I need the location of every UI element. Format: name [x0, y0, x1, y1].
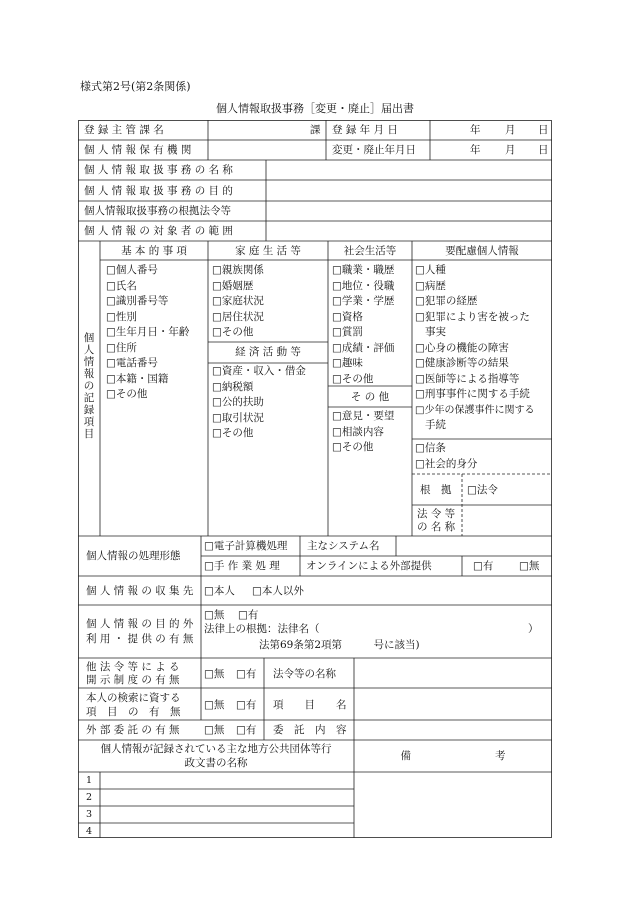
external-use-label-2: 利 用 ・ 提 供 の 有 無 [86, 633, 194, 645]
external-use-label-1: 個 人 情 報 の 目 的 外 [86, 618, 194, 630]
sensitive-items2-list [415, 441, 477, 472]
basis-law-checkbox[interactable]: □法令 [467, 484, 498, 496]
list-item[interactable]: □少年の保護事件に関する [415, 404, 535, 416]
external-use-basis: 法律上の根拠：法律名（ [204, 623, 320, 635]
search-items-label-1: 本人の検索に資する [86, 692, 181, 704]
collection-label: 個 人 情 報 の 収 集 先 [86, 585, 194, 597]
system-name-label: 主なシステム名 [307, 540, 380, 552]
outsourcing-yes-checkbox[interactable]: □有 [236, 724, 257, 736]
list-item[interactable]: □趣味 [332, 357, 363, 369]
manual-checkbox[interactable]: □手 作 業 処 理 [204, 560, 280, 572]
reg-date-label: 登 録 年 月 日 [332, 124, 398, 136]
basic-header: 基 本 的 事 項 [121, 245, 187, 257]
list-item[interactable]: □公的扶助 [212, 396, 264, 408]
change-month: 月 [505, 144, 516, 156]
list-item[interactable]: □犯罪の経歴 [415, 295, 478, 307]
list-item[interactable]: □人種 [415, 264, 446, 276]
external-use-article: 法第69条第2項第 号に該当) [259, 639, 420, 651]
family-items-list [212, 263, 264, 341]
list-item[interactable]: □資産・収入・借金 [212, 365, 306, 377]
other-law-label-1: 他 法 令 等 に よ る [86, 661, 180, 673]
list-item[interactable]: □性別 [106, 310, 137, 323]
list-item[interactable]: □その他 [212, 326, 254, 338]
social-items-list [332, 263, 394, 387]
change-year: 年 [470, 144, 481, 156]
list-item[interactable]: □心身の機能の障害 [415, 341, 509, 354]
sensitive-header: 要配慮個人情報 [445, 245, 519, 257]
list-item[interactable]: □地位・役職 [332, 279, 395, 292]
list-item[interactable]: □病歴 [415, 279, 446, 292]
list-item[interactable]: □取引状況 [212, 411, 264, 424]
list-item[interactable]: □刑事事件に関する手続 [415, 388, 530, 400]
document-row-number: 1 [86, 775, 93, 786]
document-row-number: 2 [86, 792, 93, 803]
list-item[interactable]: □生年月日・年齢 [106, 326, 190, 338]
online-label: オンラインによる外部提供 [306, 560, 432, 572]
outsourcing-label: 外 部 委 託 の 有 無 [86, 724, 180, 736]
search-item-name-label: 項 目 名 [273, 699, 347, 711]
collection-self-checkbox[interactable]: □本人 [204, 585, 235, 597]
reg-day: 日 [538, 124, 549, 136]
list-item[interactable]: □資格 [332, 310, 363, 323]
list-item[interactable]: □住所 [106, 341, 137, 354]
document-row-number: 4 [86, 826, 93, 837]
list-item[interactable]: □家庭状況 [212, 295, 264, 307]
online-no-checkbox[interactable]: □無 [519, 560, 540, 572]
list-item[interactable]: □医師等による指導等 [415, 372, 520, 385]
law-name-label: 法 令 等 [417, 508, 456, 520]
list-item[interactable]: □電話番号 [106, 357, 158, 369]
form-table [78, 120, 552, 838]
economic-items-list [212, 364, 306, 442]
list-item[interactable]: □氏名 [106, 279, 137, 292]
list-item[interactable]: □信条 [415, 442, 446, 454]
list-item[interactable]: □居住状況 [212, 310, 264, 323]
list-item[interactable]: □健康診断等の結果 [415, 357, 509, 369]
holder-label: 個 人 情 報 保 有 機 関 [84, 144, 192, 156]
list-item[interactable]: □相談内容 [332, 425, 384, 438]
page-title: 個人情報取扱事務［変更・廃止］届出書 [216, 102, 414, 115]
reg-month: 月 [505, 124, 516, 136]
list-item[interactable]: □職業・職歴 [332, 264, 395, 276]
list-item[interactable]: □その他 [332, 441, 374, 453]
processing-label: 個人情報の処理形態 [86, 550, 181, 562]
change-date-label: 変更・廃止年月日 [332, 144, 416, 156]
outsourcing-no-checkbox[interactable]: □無 [204, 724, 225, 736]
basis-label: 根 拠 [420, 484, 452, 496]
list-item[interactable]: □親族関係 [212, 264, 264, 276]
target-scope-label: 個 人 情 報 の 対 象 者 の 範 囲 [84, 225, 233, 237]
documents-header-1: 個人情報が記録されている主な地方公共団体等行 [100, 743, 332, 755]
law-name-label-2: の 名 称 [417, 521, 456, 533]
list-item[interactable]: □賞罰 [332, 326, 363, 338]
list-item[interactable]: □個人番号 [106, 264, 158, 276]
remarks-label: 備 考 [400, 750, 506, 762]
list-item-continued: 事実 [425, 326, 446, 338]
documents-header-2: 政文書の名称 [184, 757, 248, 769]
external-use-basis-close: ） [528, 623, 539, 635]
document-row-number: 3 [86, 809, 93, 820]
external-use-yes-checkbox[interactable]: □有 [238, 609, 259, 621]
list-item[interactable]: □社会的身分 [415, 457, 478, 470]
list-item[interactable]: □その他 [106, 388, 148, 400]
form-number: 様式第2号(第2条関係) [80, 80, 191, 93]
list-item[interactable]: □本籍・国籍 [106, 372, 169, 385]
family-header: 家 庭 生 活 等 [235, 245, 301, 257]
list-item[interactable]: □犯罪により害を被った [415, 310, 530, 323]
list-item[interactable]: □納税額 [212, 380, 254, 393]
reg-year: 年 [470, 124, 481, 136]
record-items-side-label: 個人情報の記録項目 [83, 332, 95, 440]
work-basis-label: 個人情報取扱事務の根拠法令等 [84, 205, 231, 217]
list-item[interactable]: □学業・学歴 [332, 295, 395, 307]
list-item[interactable]: □成績・評価 [332, 341, 395, 354]
collection-other-checkbox[interactable]: □本人以外 [252, 585, 304, 597]
outsourcing-content-label: 委 託 内 容 [273, 724, 347, 736]
other-law-name-label: 法令等の名称 [273, 668, 336, 680]
search-items-no-checkbox[interactable]: □無 [204, 699, 225, 711]
list-item[interactable]: □その他 [212, 427, 254, 439]
list-item[interactable]: □婚姻歴 [212, 279, 254, 292]
list-item[interactable]: □識別番号等 [106, 295, 169, 307]
search-items-yes-checkbox[interactable]: □有 [236, 699, 257, 711]
external-use-no-checkbox[interactable]: □無 [204, 609, 225, 621]
computer-checkbox[interactable]: □電子計算機処理 [204, 540, 288, 552]
dept-label: 登 録 主 管 課 名 [84, 124, 164, 136]
work-purpose-label: 個 人 情 報 取 扱 事 務 の 目 的 [84, 185, 233, 197]
list-item[interactable]: □その他 [332, 372, 374, 385]
work-name-label: 個 人 情 報 取 扱 事 務 の 名 称 [84, 164, 233, 176]
search-items-label-2: 項 目 の 有 無 [86, 706, 181, 718]
other-header: そ の 他 [350, 391, 390, 403]
other-law-yes-checkbox[interactable]: □有 [236, 668, 257, 680]
sensitive-items-list [415, 263, 534, 434]
social-header: 社会生活等 [343, 245, 397, 257]
other-items-list [332, 409, 394, 456]
online-yes-checkbox[interactable]: □有 [473, 560, 494, 572]
basic-items-list [106, 263, 189, 403]
other-law-label-2: 開 示 制 度 の 有 無 [86, 674, 180, 686]
economic-header: 経 済 活 動 等 [235, 346, 301, 358]
change-day: 日 [538, 144, 549, 156]
dept-suffix: 課 [310, 124, 321, 136]
list-item[interactable]: □意見・要望 [332, 410, 395, 422]
list-item-continued: 手続 [425, 419, 446, 431]
other-law-no-checkbox[interactable]: □無 [204, 668, 225, 680]
